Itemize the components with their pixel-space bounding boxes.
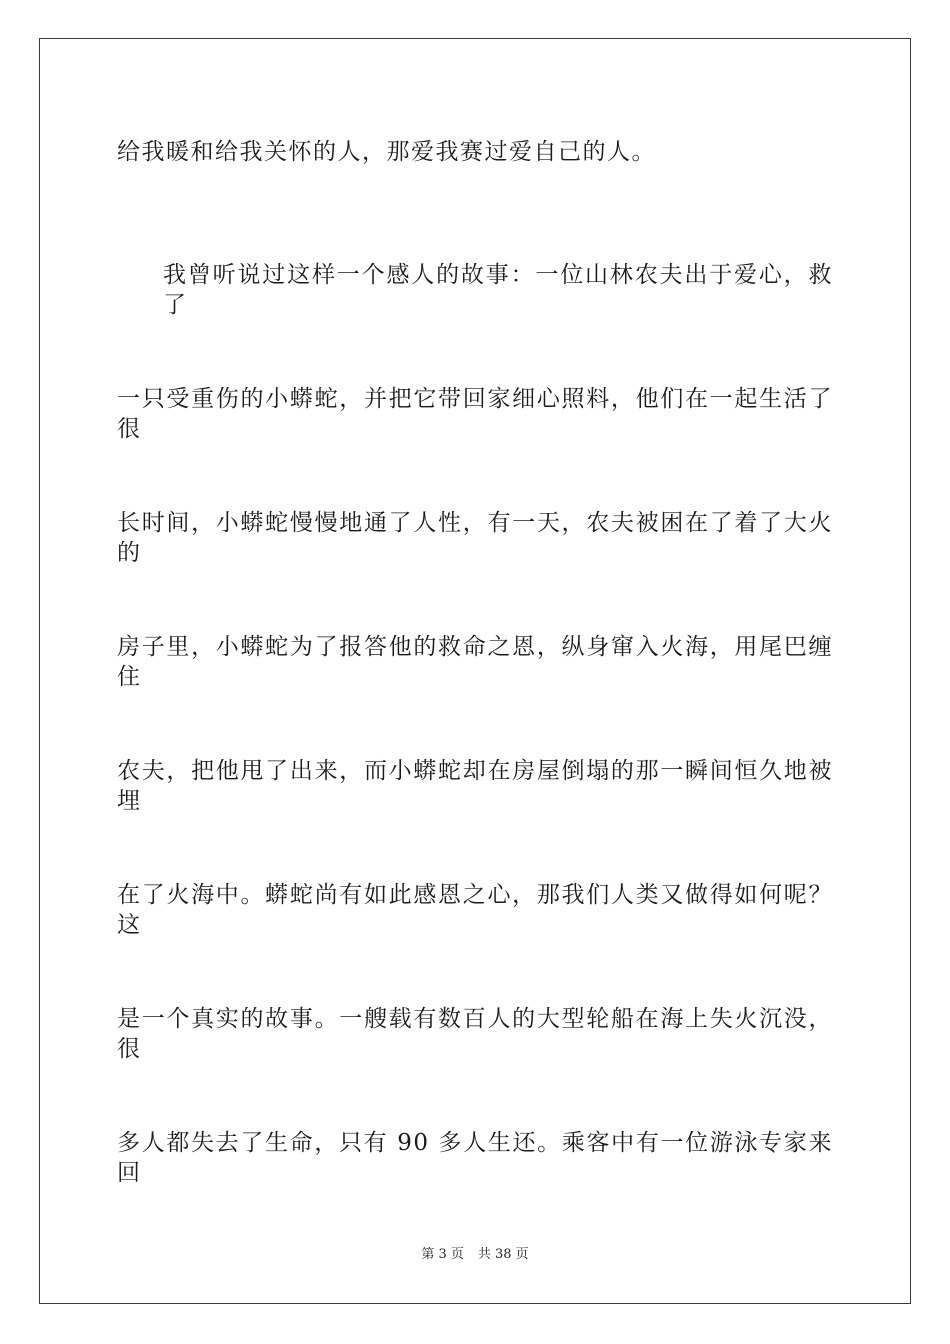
page-border <box>39 38 911 1304</box>
paragraph-line-2: 我曾听说过这样一个感人的故事：一位山林农夫出于爱心，救了 <box>163 262 833 318</box>
paragraph-line-7: 在了火海中。蟒蛇尚有如此感恩之心，那我们人类又做得如何呢？这 <box>117 882 833 938</box>
paragraph-line-8: 是一个真实的故事。一艘载有数百人的大型轮船在海上失火沉没，很 <box>117 1006 833 1062</box>
page-footer <box>0 1246 950 1264</box>
page-number: 第 3 页 <box>421 1247 464 1262</box>
paragraph-line-6: 农夫，把他甩了出来，而小蟒蛇却在房屋倒塌的那一瞬间恒久地被埋 <box>117 758 833 814</box>
paragraph-line-3: 一只受重伤的小蟒蛇，并把它带回家细心照料，他们在一起生活了很 <box>117 386 833 442</box>
paragraph-line-1: 给我暖和给我关怀的人，那爱我赛过爱自己的人。 <box>117 139 656 165</box>
page-total: 共 38 页 <box>477 1247 529 1262</box>
paragraph-line-5: 房子里，小蟒蛇为了报答他的救命之恩，纵身窜入火海，用尾巴缠住 <box>117 634 833 690</box>
paragraph-line-4: 长时间，小蟒蛇慢慢地通了人性，有一天，农夫被困在了着了大火的 <box>117 510 833 566</box>
paragraph-line-9: 多人都失去了生命，只有 90 多人生还。乘客中有一位游泳专家来回 <box>117 1130 833 1186</box>
